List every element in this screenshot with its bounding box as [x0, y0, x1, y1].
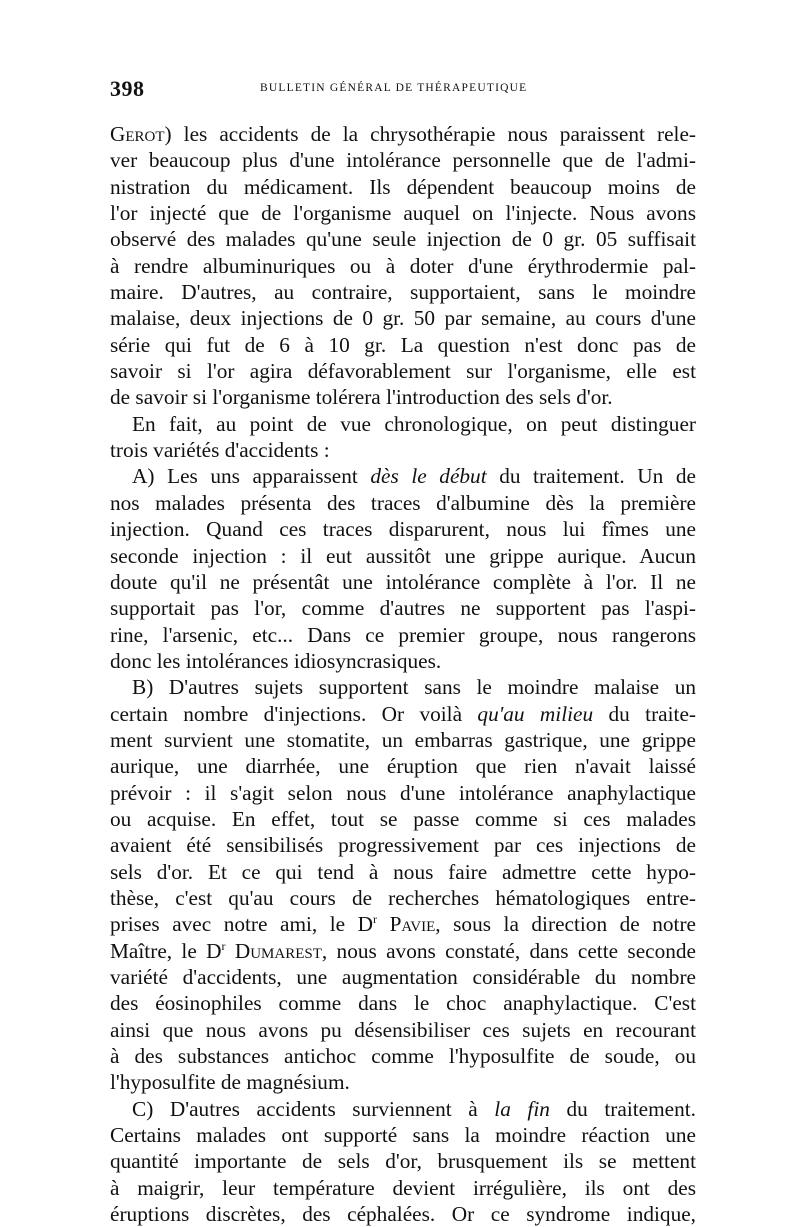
text-line-37: l'hyposulfite de magnésium. — [110, 1070, 350, 1095]
section-marker-b: B) — [132, 675, 154, 700]
text-line-38: C) D'autres accidents surviennent à la fin du traitement. — [132, 1096, 697, 1121]
text-line-34: des éosinophiles comme dans le choc anaphylactique. C'est — [110, 991, 696, 1016]
text-line-20: rine, l'arsenic, etc... Dans ce premier groupe, nous rangerons — [110, 622, 696, 647]
author-name: Gerot) — [110, 122, 172, 146]
text-line-4: l'or injecté que de l'organisme auquel on l'injecte. Nous avons — [110, 201, 696, 226]
text-line-10: savoir si l'or agira défavorablement sur l'organisme, elle est — [110, 359, 696, 384]
text-line-42: éruptions discrètes, des céphalées. Or ce syndrome indique, — [110, 1202, 696, 1227]
emphasis-a: dès le début — [370, 464, 487, 489]
text-line-41: à maigrir, leur température devient irrégulière, ils ont des — [110, 1175, 696, 1200]
text-line-28: avaient été sensibilisés progressivement par ces injections de — [110, 833, 696, 858]
page-header — [110, 76, 696, 104]
body-text — [110, 121, 696, 1227]
text-line-18: doute qu'il ne présentât une intolérance complète à l'or. Il ne — [110, 569, 696, 594]
text-line-26: prévoir : il s'agit selon nous d'une intolérance anaphylactique — [110, 780, 696, 805]
text-line-3: nistration du médicament. Ils dépendent beaucoup moins de — [110, 174, 696, 199]
text-line-6: à rendre albuminuriques ou à doter d'une érythrodermie pal- — [110, 253, 696, 278]
text-line-35: ainsi que nous avons pu désensibiliser ces sujets en recourant — [110, 1017, 696, 1042]
page-number: 398 — [110, 76, 145, 101]
text-line-16: injection. Quand ces traces disparurent, nous lui fîmes une — [110, 517, 696, 542]
text-line-11: de savoir si l'organisme tolérera l'introduction des sels d'or. — [110, 385, 613, 410]
text-line-15: nos malades présenta des traces d'albumine dès la première — [110, 490, 696, 515]
text-line-2: ver beaucoup plus d'une intolérance personnelle que de l'admi- — [110, 148, 696, 173]
text-line-33: variété d'accidents, une augmentation considérable du nombre — [110, 965, 696, 989]
text-line-30: thèse, c'est qu'au cours de recherches hématologiques entre- — [110, 885, 696, 910]
text-line-1: Gerot) les accidents de la chrysothérapie nous paraissent rele- — [110, 122, 696, 146]
text-line-29: sels d'or. Et ce qui tend à nous faire admettre cette hypo- — [110, 859, 696, 884]
text-line-27: ou acquise. En effet, tout se passe comme si ces malades — [110, 806, 696, 831]
text-line-19: supportait pas l'or, comme d'autres ne supportent pas l'aspi- — [110, 596, 696, 621]
running-title: BULLETIN GÉNÉRAL DE THÉRAPEUTIQUE — [260, 82, 528, 94]
emphasis-c: la fin — [494, 1096, 550, 1121]
text-line-31: prises avec notre ami, le $D^r$ Pavie, sous la direction de notre — [110, 912, 696, 937]
name-pavie: Pavie — [389, 912, 436, 937]
text-line-39: Certains malades ont supporté sans la moindre réaction une — [110, 1123, 696, 1148]
text-line-14: A) Les uns apparaissent dès le début du traitement. Un de — [132, 464, 696, 489]
text-line-9: série qui fut de 6 à 10 gr. La question n'est donc pas de — [110, 332, 696, 357]
text-line-32: Maître, le $D^r$ Dumarest, nous avons constaté, dans cette seconde — [110, 938, 696, 963]
text-line-7: maire. D'autres, au contraire, supportaient, sans le moindre — [110, 280, 696, 305]
text-line-13: trois variétés d'accidents : — [110, 438, 330, 463]
text-line-17: seconde injection : il eut aussitôt une grippe aurique. Aucun — [110, 543, 696, 568]
text-line-24: ment survient une stomatite, un embarras gastrique, une grippe — [110, 727, 696, 752]
text-line-22: B) D'autres sujets supportent sans le moindre malaise un — [132, 675, 696, 700]
section-marker-c: C) — [132, 1096, 154, 1121]
emphasis-b: qu'au milieu — [477, 701, 594, 726]
text-line-36: à des substances antichoc comme l'hyposulfite de soude, ou — [110, 1044, 696, 1069]
text-line-25: aurique, une diarrhée, une éruption que rien n'avait laissé — [110, 754, 696, 779]
text-line-5: observé des malades qu'une seule injection de 0 gr. 05 suffisait — [110, 227, 696, 252]
text-line-12: En fait, au point de vue chronologique, on peut distinguer — [132, 411, 696, 436]
text-line-8: malaise, deux injections de 0 gr. 50 par semaine, au cours d'une — [110, 306, 696, 331]
text-line-21: donc les intolérances idiosyncrasiques. — [110, 648, 442, 673]
name-dumarest: Dumarest — [234, 938, 322, 963]
section-marker-a: A) — [132, 464, 155, 489]
text-line-23: certain nombre d'injections. Or voilà qu'au milieu du traite- — [110, 701, 697, 726]
text-line-40: quantité importante de sels d'or, brusquement ils se mettent — [110, 1149, 696, 1174]
